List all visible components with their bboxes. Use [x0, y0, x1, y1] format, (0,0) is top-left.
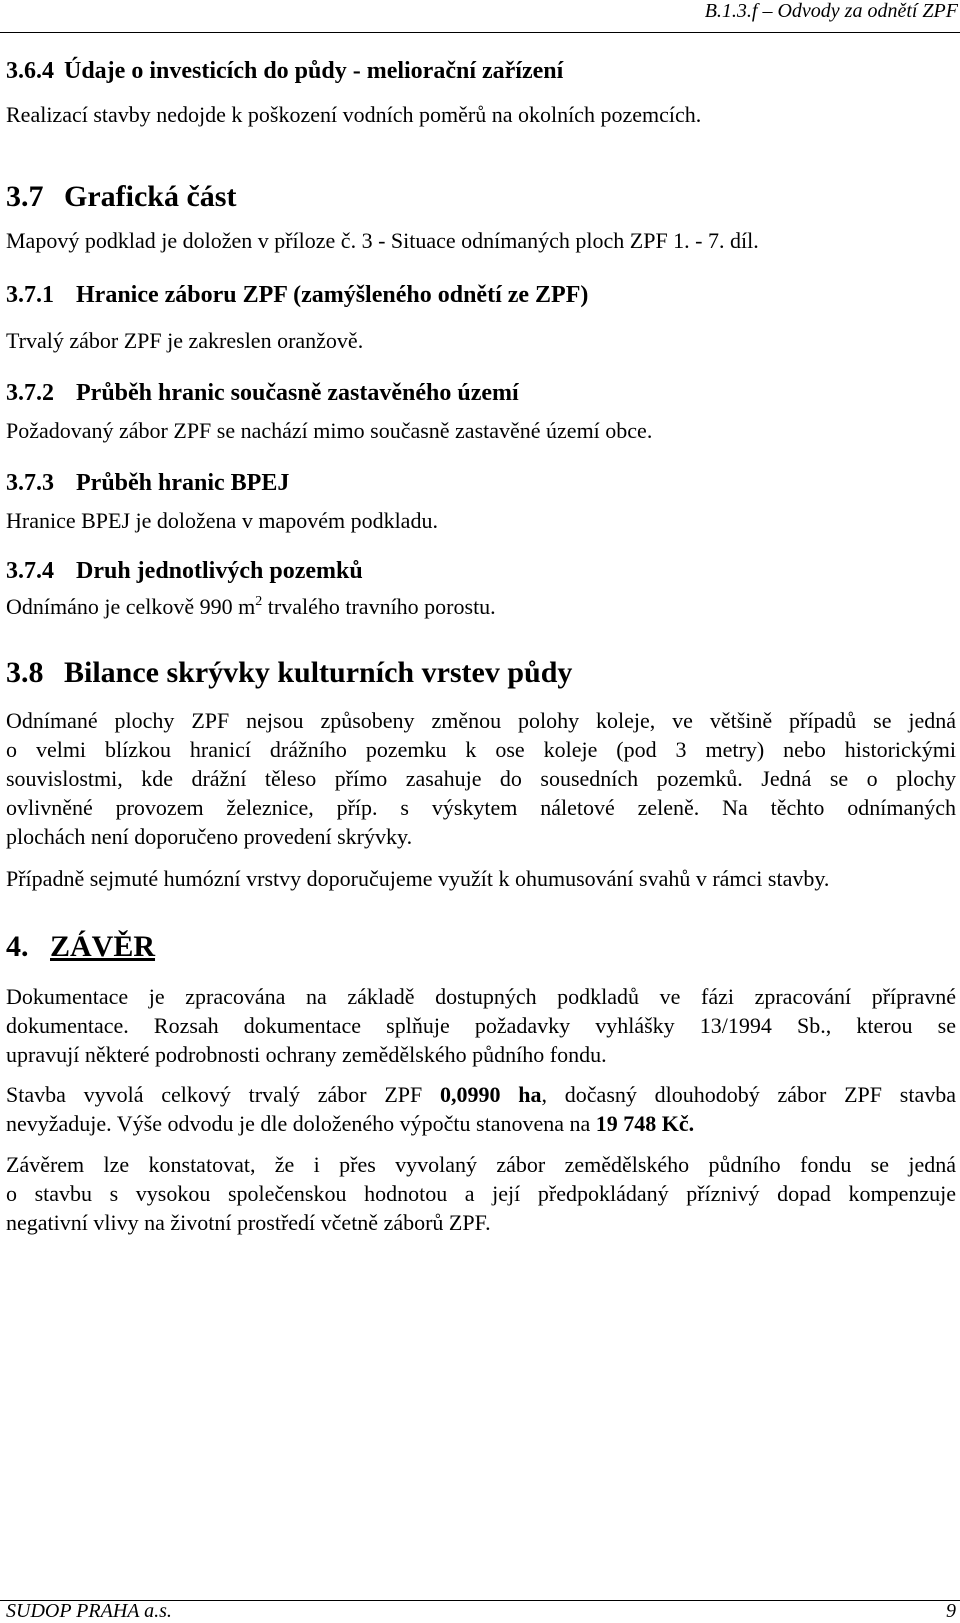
- section-title: Průběh hranic BPEJ: [76, 470, 290, 496]
- paragraph-line: o stavbu s vysokou společenskou hodnotou a její předpokládaný příznivý dopad kompenzuje: [6, 1181, 956, 1206]
- area-value: 0,0990 ha: [440, 1082, 542, 1107]
- text-part: Stavba vyvolá celkový trvalý zábor ZPF: [6, 1082, 441, 1107]
- paragraph-line: plochách není doporučeno provedení skrývky.: [6, 824, 413, 849]
- paragraph-line: dokumentace. Rozsah dokumentace splňuje požadavky vyhlášky 13/1994 Sb., kterou se: [6, 1013, 956, 1038]
- heading-3-7-3: [6, 470, 289, 497]
- section-number: 3.7.4: [6, 558, 54, 584]
- text-part: trvalého travního porostu.: [262, 594, 496, 619]
- heading-3-7-2: [6, 380, 519, 407]
- text-part: nevyžaduje. Výše odvodu je dle doloženého výpočtu stanovena na: [6, 1111, 596, 1136]
- section-number: 3.8: [6, 656, 44, 689]
- paragraph-line: souvislostmi, kde drážní těleso přímo zasahuje do sousedních pozemků. Jedná se o plochy: [6, 766, 956, 791]
- section-title: Údaje o investicích do půdy - meliorační zařízení: [64, 58, 564, 84]
- paragraph-line: Závěrem lze konstatovat, že i přes vyvolaný zábor zemědělského půdního fondu se jedná: [6, 1152, 956, 1177]
- superscript: 2: [255, 594, 263, 609]
- section-title: Bilance skrývky kulturních vrstev půdy: [64, 656, 573, 689]
- paragraph-3-8-2: Případně sejmuté humózní vrstvy doporučujeme využít k ohumusování svahů v rámci stavby.: [6, 866, 830, 891]
- header-rule: [0, 32, 960, 33]
- text-part: Odnímáno je celkově 990 m: [6, 594, 256, 619]
- paragraph-4-2: [6, 1080, 956, 1138]
- paragraph-3-8-1: [6, 706, 956, 851]
- section-number: 4.: [6, 930, 29, 963]
- section-number: 3.6.4: [6, 58, 54, 84]
- section-title: ZÁVĚR: [50, 930, 156, 963]
- section-title: Průběh hranic současně zastavěného území: [76, 380, 519, 406]
- section-title: Hranice záboru ZPF (zamýšleného odnětí ze ZPF): [76, 282, 589, 308]
- section-number: 3.7.2: [6, 380, 54, 406]
- section-title: Druh jednotlivých pozemků: [76, 558, 363, 584]
- heading-3-8: [6, 656, 572, 690]
- text-3-7-3: Hranice BPEJ je doložena v mapovém podkladu.: [6, 508, 438, 533]
- section-number: 3.7.3: [6, 470, 54, 496]
- text-3-7-2: Požadovaný zábor ZPF se nachází mimo současně zastavěné území obce.: [6, 418, 653, 443]
- section-number: 3.7.1: [6, 282, 54, 308]
- heading-3-7-4: [6, 558, 363, 585]
- section-number: 3.7: [6, 180, 44, 213]
- paragraph-line: [6, 1109, 956, 1138]
- page-number: 9: [946, 1600, 956, 1622]
- text-3-7: Mapový podklad je doložen v příloze č. 3 - Situace odnímaných ploch ZPF 1. - 7. díl.: [6, 228, 759, 253]
- section-title: Grafická část: [64, 180, 237, 213]
- paragraph-line: o velmi blízkou hranicí drážního pozemku k ose koleje (pod 3 metry) nebo historickými: [6, 737, 956, 762]
- paragraph-4-1: [6, 982, 956, 1069]
- paragraph-line: negativní vlivy na životní prostředí včetně záborů ZPF.: [6, 1210, 491, 1235]
- heading-3-7-1: [6, 282, 588, 309]
- text-3-6-4: Realizací stavby nedojde k poškození vodních poměrů na okolních pozemcích.: [6, 102, 702, 127]
- heading-3-6-4: [6, 58, 563, 85]
- paragraph-line: ovlivněné provozem železnice, příp. s výskytem náletové zeleně. Na těchto odnímaných: [6, 795, 956, 820]
- text-part: , dočasný dlouhodobý zábor ZPF stavba: [541, 1082, 956, 1107]
- paragraph-line: [6, 1080, 956, 1109]
- paragraph-line: Dokumentace je zpracována na základě dostupných podkladů ve fázi zpracování přípravné: [6, 984, 956, 1009]
- paragraph-line: upravují některé podrobnosti ochrany zemědělského půdního fondu.: [6, 1042, 607, 1067]
- running-header: B.1.3.f – Odvody za odnětí ZPF: [704, 0, 958, 22]
- heading-4: [6, 930, 155, 964]
- paragraph-line: Odnímané plochy ZPF nejsou způsobeny změnou polohy koleje, ve většině případů se jedná: [6, 708, 956, 733]
- paragraph-4-3: [6, 1150, 956, 1237]
- heading-3-7: [6, 180, 236, 214]
- fee-value: 19 748 Kč.: [595, 1111, 695, 1136]
- text-3-7-1: Trvalý zábor ZPF je zakreslen oranžově.: [6, 328, 364, 353]
- footer-company: SUDOP PRAHA a.s.: [6, 1600, 172, 1622]
- text-3-7-4: [6, 594, 496, 620]
